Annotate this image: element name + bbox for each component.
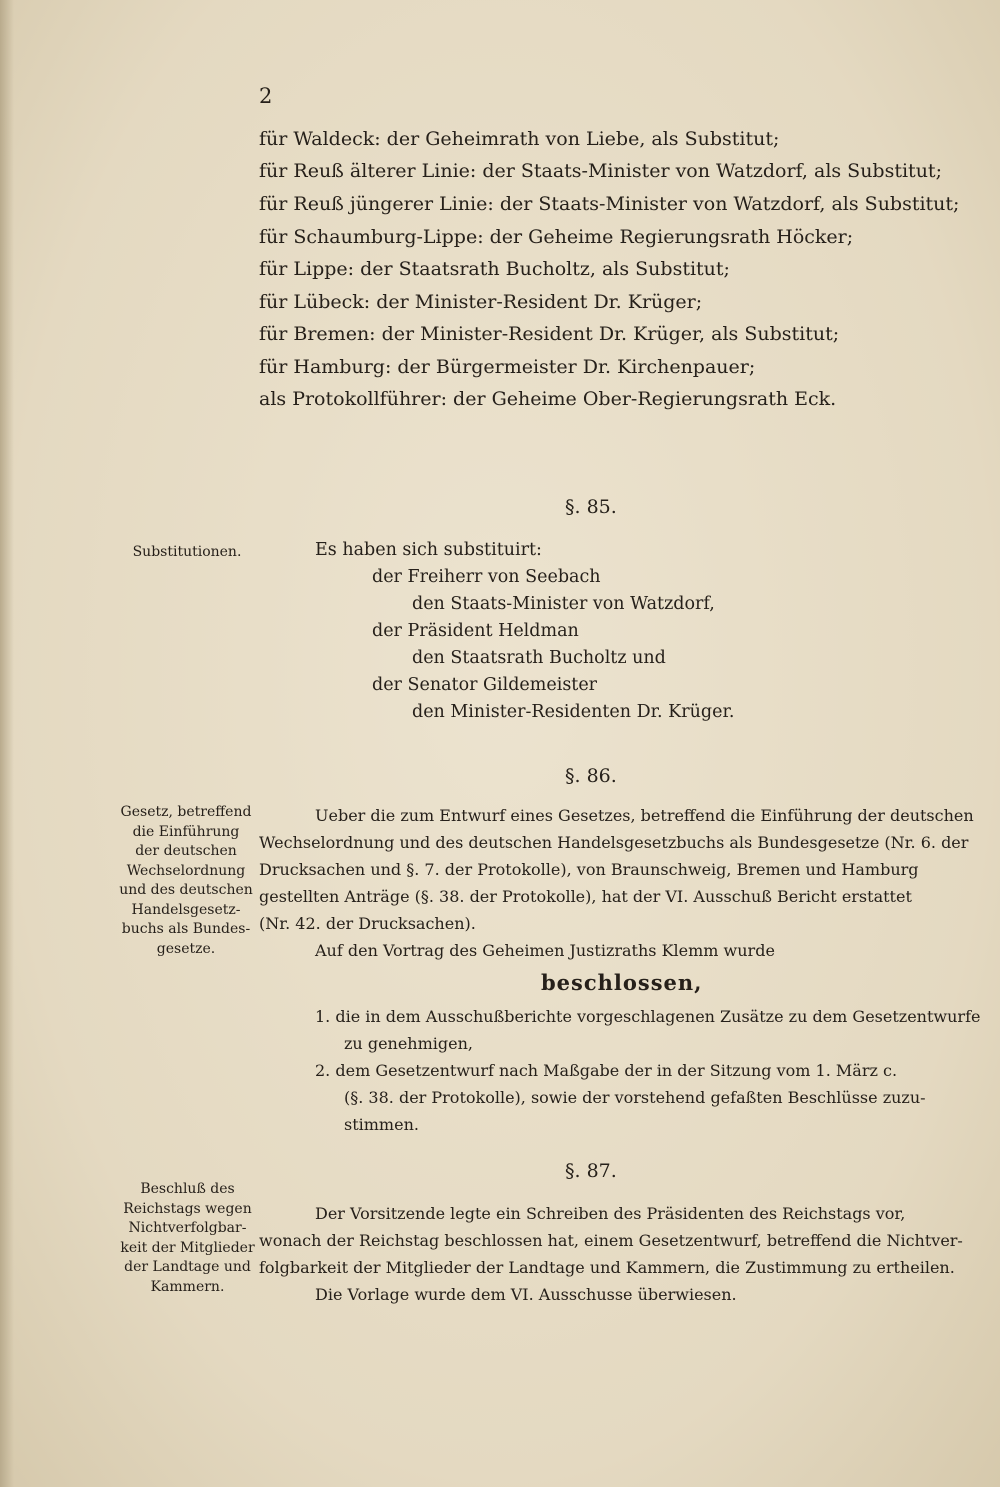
page-number: 2 — [259, 84, 273, 108]
resolution-item-line: 1. die in dem Ausschußberichte vorgeschlagenen Zusätze zu dem Gesetzentwurfe — [315, 1007, 981, 1026]
attendance-line: als Protokollführer: der Geheime Ober-Regierungsrath Eck. — [259, 388, 837, 410]
margin-note-line: und des deutschen — [119, 882, 253, 898]
body-line: Drucksachen und §. 7. der Protokolle), von Braunschweig, Bremen und Hamburg — [259, 860, 919, 879]
body-line: den Staats-Minister von Watzdorf, — [412, 594, 715, 614]
margin-note-line: Gesetz, betreffend — [120, 804, 252, 820]
section-87-margin-note — [110, 1180, 265, 1297]
margin-note-line: Handelsgesetz- — [131, 901, 241, 918]
body-line: Der Vorsitzende legte ein Schreiben des Präsidenten des Reichstags vor, — [315, 1204, 906, 1223]
body-line: den Staatsrath Bucholtz und — [412, 648, 666, 668]
margin-note-line: Kammern. — [150, 1278, 225, 1295]
margin-note-line: die Einführung — [132, 823, 240, 840]
section-87-heading: §. 87. — [565, 1160, 617, 1182]
margin-note-line: Beschluß des — [140, 1181, 235, 1197]
resolution-heading: beschlossen, — [541, 970, 703, 995]
attendance-line: für Lippe: der Staatsrath Bucholtz, als Substitut; — [259, 258, 730, 280]
body-line: den Minister-Residenten Dr. Krüger. — [412, 702, 735, 722]
attendance-line: für Hamburg: der Bürgermeister Dr. Kirchenpauer; — [259, 356, 756, 378]
section-85-heading: §. 85. — [565, 496, 617, 518]
body-line: Wechselordnung und des deutschen Handelsgesetzbuchs als Bundesgesetze (Nr. 6. der — [259, 833, 969, 852]
margin-note-line: Nichtverfolgbar- — [128, 1220, 247, 1236]
body-line: Auf den Vortrag des Geheimen Justizraths Klemm wurde — [315, 941, 775, 960]
section-85-margin-note — [112, 543, 262, 563]
margin-note-line: buchs als Bundes- — [121, 921, 251, 937]
body-line: wonach der Reichstag beschlossen hat, einem Gesetzentwurf, betreffend die Nichtver- — [259, 1231, 963, 1250]
body-line: Ueber die zum Entwurf eines Gesetzes, betreffend die Einführung der deutschen — [315, 806, 974, 825]
body-line: folgbarkeit der Mitglieder der Landtage und Kammern, die Zustimmung zu ertheilen. — [259, 1258, 955, 1277]
margin-note-line: keit der Mitglieder — [120, 1239, 255, 1256]
body-line: (Nr. 42. der Drucksachen). — [259, 914, 476, 933]
margin-note-line: Wechselordnung — [126, 862, 246, 879]
attendance-line: für Bremen: der Minister-Resident Dr. Krüger, als Substitut; — [259, 323, 840, 345]
page-edge-shadow — [0, 0, 14, 1487]
attendance-line: für Reuß älterer Linie: der Staats-Minister von Watzdorf, als Substitut; — [259, 160, 942, 182]
margin-note-line: gesetze. — [156, 940, 216, 957]
resolution-item-line: zu genehmigen, — [344, 1034, 473, 1053]
margin-note-line: der Landtage und — [124, 1259, 251, 1275]
section-86-heading: §. 86. — [565, 765, 617, 787]
resolution-item-line: 2. dem Gesetzentwurf nach Maßgabe der in der Sitzung vom 1. März c. — [315, 1061, 898, 1080]
attendance-line: für Reuß jüngerer Linie: der Staats-Minister von Watzdorf, als Substitut; — [259, 193, 960, 215]
resolution-item-line: (§. 38. der Protokolle), sowie der vorstehend gefaßten Beschlüsse zuzu- — [344, 1088, 926, 1107]
resolution-item-line: stimmen. — [344, 1115, 419, 1134]
margin-note-line: Substitutionen. — [132, 544, 242, 560]
attendance-line: für Lübeck: der Minister-Resident Dr. Krüger; — [259, 291, 703, 313]
body-line: Es haben sich substituirt: — [315, 540, 542, 560]
body-line: der Freiherr von Seebach — [372, 567, 601, 587]
margin-note-line: der deutschen — [135, 843, 237, 859]
body-line: gestellten Anträge (§. 38. der Protokolle), hat der VI. Ausschuß Bericht erstattet — [259, 887, 912, 906]
margin-note-line: Reichstags wegen — [123, 1200, 252, 1217]
body-line: Die Vorlage wurde dem VI. Ausschusse überwiesen. — [315, 1285, 737, 1304]
body-line: der Senator Gildemeister — [372, 675, 598, 695]
body-line: der Präsident Heldman — [372, 621, 579, 641]
attendance-line: für Schaumburg-Lippe: der Geheime Regierungsrath Höcker; — [259, 226, 854, 248]
section-86-margin-note — [106, 803, 266, 959]
attendance-line: für Waldeck: der Geheimrath von Liebe, als Substitut; — [259, 128, 780, 150]
